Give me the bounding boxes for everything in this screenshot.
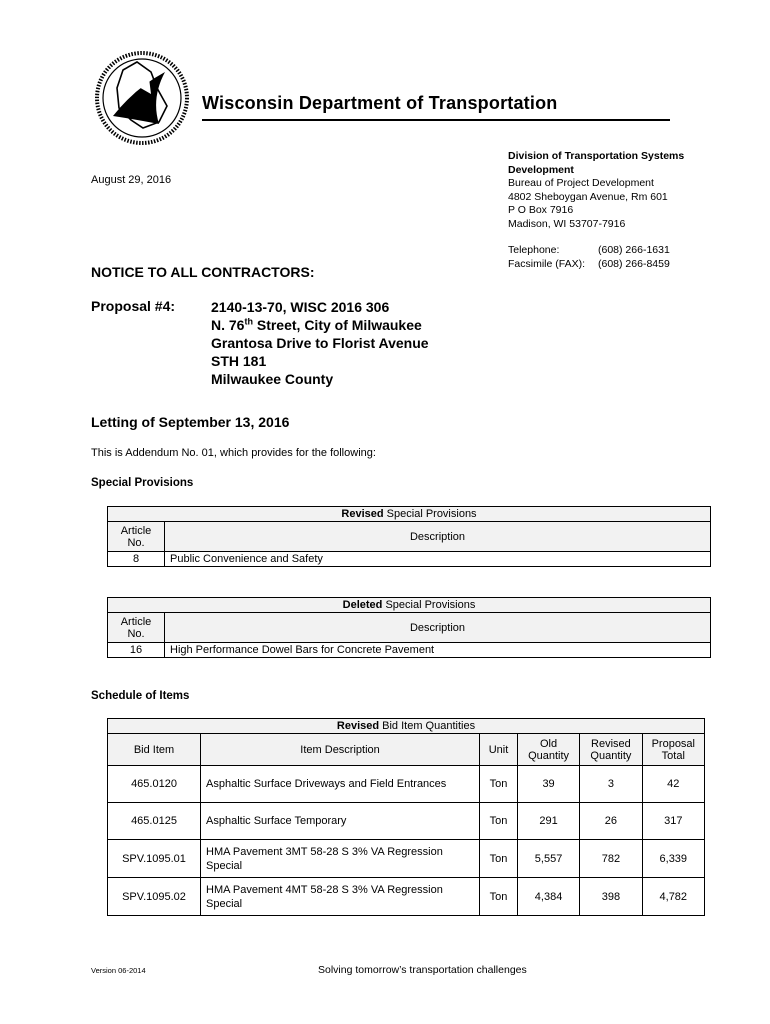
schedule-heading: Schedule of Items (91, 690, 190, 702)
contact-block (508, 243, 670, 271)
table-row: 16 High Performance Dowel Bars for Concrete Pavement (108, 643, 711, 658)
deleted-special-provisions-table (107, 597, 711, 658)
proposal-line1: 2140-13-70, WISC 2016 306 (211, 299, 390, 315)
col-old-quantity: Old Quantity (517, 734, 579, 766)
table-caption: Deleted Special Provisions (108, 598, 711, 613)
title-rule (202, 119, 670, 121)
table-row: SPV.1095.01 HMA Pavement 3MT 58-28 S 3% VA Regression Special Ton 5,557 782 6,339 (108, 840, 705, 878)
proposal-details (211, 298, 429, 388)
col-description: Description (165, 613, 711, 643)
division-name-line1: Division of Transportation Systems (508, 150, 685, 162)
table-row: 465.0125 Asphaltic Surface Temporary Ton 291 26 317 (108, 803, 705, 840)
address-line3: Madison, WI 53707-7916 (508, 217, 626, 230)
department-title: Wisconsin Department of Transportation (202, 93, 558, 113)
col-bid-item: Bid Item (108, 734, 201, 766)
telephone-label: Telephone: (508, 244, 560, 256)
fax-label: Facsimile (FAX): (508, 258, 586, 270)
fax-number: (608) 266-8459 (598, 258, 670, 270)
table-caption: Revised Bid Item Quantities (108, 719, 705, 734)
division-address (508, 150, 718, 231)
division-name-line2: Development (508, 163, 574, 176)
col-unit: Unit (480, 734, 518, 766)
special-provisions-heading: Special Provisions (91, 477, 194, 489)
footer-version: Version 06-2014 (91, 966, 146, 975)
bureau-name: Bureau of Project Development (508, 177, 654, 189)
wisdot-logo (93, 48, 191, 148)
col-proposal-total: Proposal Total (642, 734, 704, 766)
address-line1: 4802 Sheboygan Avenue, Rm 601 (508, 190, 668, 203)
col-description: Description (165, 522, 711, 552)
revised-special-provisions-table (107, 506, 711, 567)
bid-items-table (107, 718, 705, 916)
proposal-label: Proposal #4: (91, 298, 176, 314)
col-item-description: Item Description (201, 734, 480, 766)
letting-heading: Letting of September 13, 2016 (91, 414, 290, 430)
notice-heading: NOTICE TO ALL CONTRACTORS: (91, 264, 315, 280)
col-article: Article No. (108, 613, 165, 643)
address-line2: P O Box 7916 (508, 204, 574, 216)
letter-date: August 29, 2016 (91, 174, 172, 186)
proposal-line5: Milwaukee County (211, 371, 334, 387)
proposal-line2: N. 76th Street, City of Milwaukee (211, 316, 422, 333)
table-caption: Revised Special Provisions (108, 507, 711, 522)
footer-slogan: Solving tomorrow’s transportation challenges (318, 964, 527, 976)
table-row: 465.0120 Asphaltic Surface Driveways and Field Entrances Ton 39 3 42 (108, 766, 705, 803)
telephone-number: (608) 266-1631 (598, 244, 670, 256)
table-row: 8 Public Convenience and Safety (108, 552, 711, 567)
col-revised-quantity: Revised Quantity (580, 734, 642, 766)
table-row: SPV.1095.02 HMA Pavement 4MT 58-28 S 3% VA Regression Special Ton 4,384 398 4,782 (108, 878, 705, 916)
addendum-intro: This is Addendum No. 01, which provides for the following: (91, 447, 376, 459)
col-article: Article No. (108, 522, 165, 552)
proposal-line4: STH 181 (211, 353, 267, 369)
proposal-line3: Grantosa Drive to Florist Avenue (211, 335, 429, 351)
